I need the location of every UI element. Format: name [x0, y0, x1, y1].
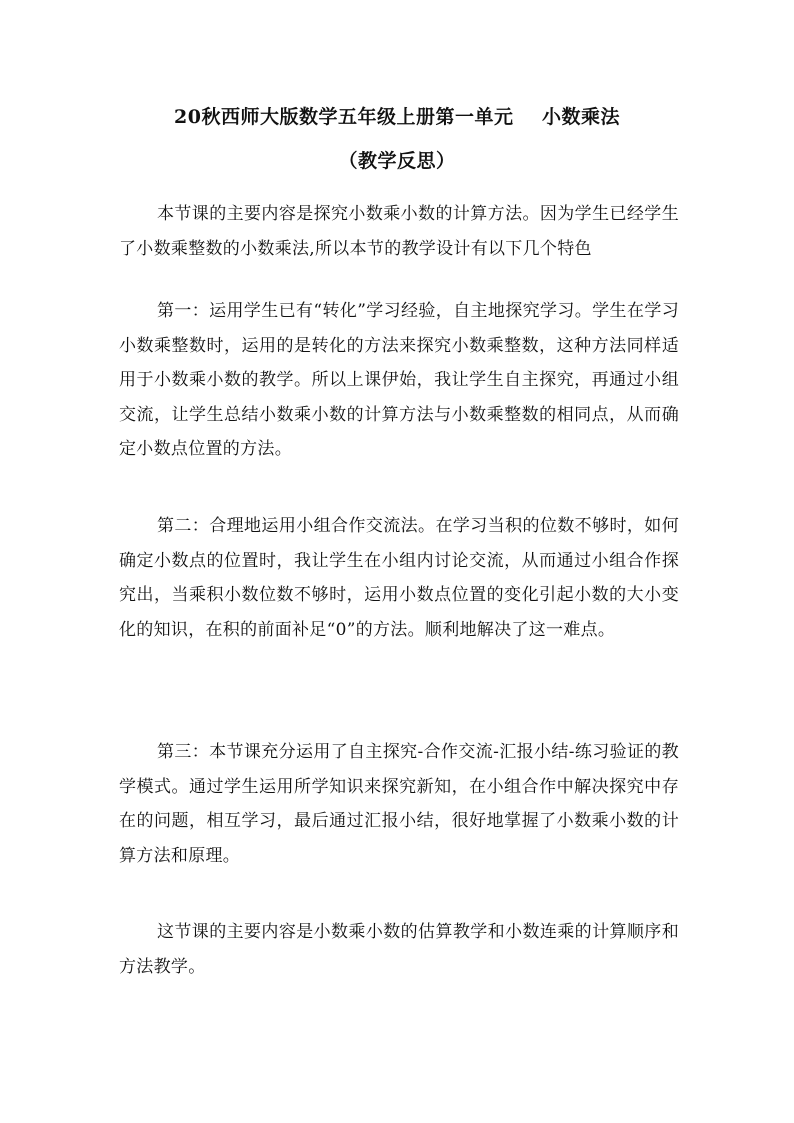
paragraph-intro: 本节课的主要内容是探究小数乘小数的计算方法。因为学生已经学生了小数乘整数的小数乘法,所以本节的教学设计有以下几个特色 — [119, 204, 679, 259]
paragraph-point-one: 第一：运用学生已有“转化”学习经验，自主地探究学习。学生在学习小数乘整数时，运用的是转化的方法来探究小数乘整数，这种方法同样适用于小数乘小数的教学。所以上课伊始，我让学生自主探究，再通过小组交流，让学生总结小数乘小数的计算方法与小数乘整数的相同点，从而确定小数点位置的方法。 — [119, 301, 679, 459]
paragraph-point-two: 第二：合理地运用小组合作交流法。在学习当积的位数不够时，如何确定小数点的位置时，我让学生在小组内讨论交流，从而通过小组合作探究出，当乘积小数位数不够时，运用小数点位置的变化引起小数的大小变化的知识，在积的前面补足“0”的方法。顺利地解决了这一难点。 — [119, 516, 679, 640]
document-title: 20秋西师大版数学五年级上册第一单元 小数乘法 — [174, 106, 620, 128]
paragraph-summary: 这节课的主要内容是小数乘小数的估算教学和小数连乘的计算顺序和方法教学。 — [119, 922, 679, 977]
document-subtitle: （教学反思） — [338, 150, 456, 172]
paragraph-point-three: 第三：本节课充分运用了自主探究-合作交流-汇报小结-练习验证的教学模式。通过学生运用所学知识来探究新知，在小组合作中解决探究中存在的问题，相互学习，最后通过汇报小结，很好地掌握了小数乘小数的计算方法和原理。 — [119, 742, 679, 866]
